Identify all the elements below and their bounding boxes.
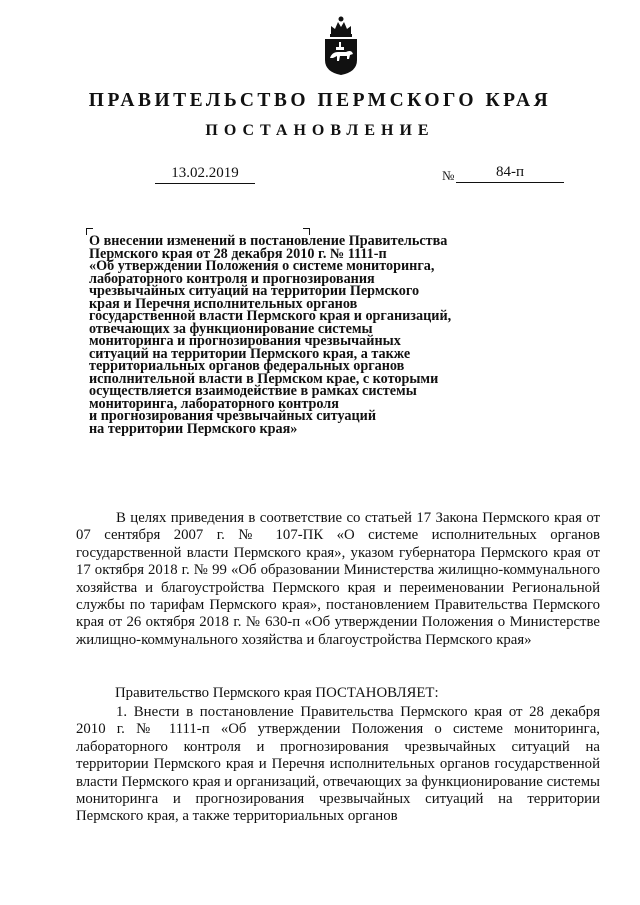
title-line: исполнительной власти в Пермском крае, с которыми <box>89 370 439 387</box>
title-line: лабораторного контроля и прогнозирования <box>89 270 375 287</box>
title-line: чрезвычайных ситуаций на территории Пермского <box>89 283 420 299</box>
document-type: ПОСТАНОВЛЕНИЕ <box>205 122 435 139</box>
title-line: края и Перечня исполнительных органов <box>89 295 358 312</box>
title-line: ситуаций на территории Пермского края, а также <box>89 345 411 362</box>
title-line: мониторинга, лабораторного контроля <box>89 395 339 412</box>
title-line: государственной власти Пермского края и организаций, <box>89 308 452 324</box>
document-title <box>89 235 509 435</box>
decree-line: Правительство Пермского края ПОСТАНОВЛЯЕТ: <box>115 685 439 701</box>
item-1-paragraph <box>76 704 600 826</box>
government-name: ПРАВИТЕЛЬСТВО ПЕРМСКОГО КРАЯ <box>88 90 552 111</box>
title-line: Пермского края от 28 декабря 2010 г. № 1111-п <box>89 245 387 262</box>
title-line: и прогнозирования чрезвычайных ситуаций <box>89 408 376 424</box>
item-1-text: 1. Внести в постановление Правительства Пермского края от 28 декабря 2010 г. № 1111-п «Об утверждении Положения о системе мониторинга, лабораторного контроля и прогнозирования чрезвычайных ситуаций на территории Пермского края и Перечня исполнительных органов государственной власти Пермского края и организаций, отвечающих за функционирование системы мониторинга и прогнозирования чрезвычайных ситуаций на территории Пермского края, а также территориальных органов <box>76 704 600 825</box>
document-date: 13.02.2019 <box>155 165 255 184</box>
title-line: на территории Пермского края» <box>89 420 298 437</box>
preamble-text: В целях приведения в соответствие со статьей 17 Закона Пермского края от 07 сентября 2007 г. № 107-ПК «О системе исполнительных органов государственной власти Пермского края», указом губернатора Пермского края от 17 октября 2018 г. № 99 «Об образовании Министерства жилищно-коммунального хозяйства и благоустройства Пермского края и переименовании Региональной службы по тарифам Пермского края», постановлением Правительства Пермского края от 26 октября 2018 г. № 630-п «Об утверждении Положения о Министерстве жилищно-коммунального хозяйства и благоустройства Пермского края» <box>76 510 600 648</box>
preamble-paragraph <box>76 510 600 649</box>
title-line: территориальных органов федеральных органов <box>89 358 405 374</box>
title-line: осуществляется взаимодействие в рамках системы <box>89 383 417 399</box>
number-sign: № <box>442 168 455 183</box>
title-line: отвечающих за функционирование системы <box>89 320 373 337</box>
title-line: мониторинга и прогнозирования чрезвычайных <box>89 333 401 349</box>
document-number: 84-п <box>456 164 564 183</box>
coat-of-arms-icon <box>322 14 360 76</box>
title-line: О внесении изменений в постановление Правительства <box>89 233 448 249</box>
title-line: «Об утверждении Положения о системе мониторинга, <box>89 258 435 274</box>
